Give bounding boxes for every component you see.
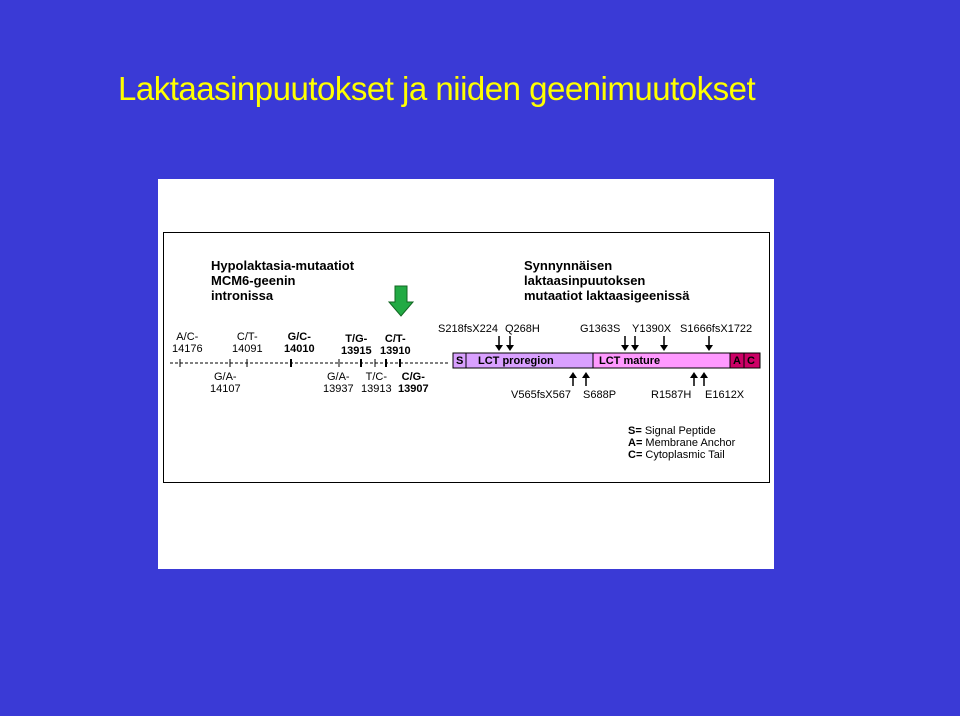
mcm6-mutation-label: T/C- 13913 bbox=[361, 371, 392, 395]
lct-mutation-label: S218fsX224 bbox=[438, 323, 498, 335]
mcm6-mutation-label: T/G- 13915 bbox=[341, 333, 372, 357]
mcm6-intron-line bbox=[170, 359, 450, 367]
mcm6-mutation-label: G/C- 14010 bbox=[284, 331, 315, 355]
legend-item: S= Signal Peptide bbox=[628, 425, 716, 437]
lct-mutation-label: Y1390X bbox=[632, 323, 672, 335]
lct-mutation-label: V565fsX567 bbox=[511, 389, 571, 401]
legend-item: C= Cytoplasmic Tail bbox=[628, 449, 725, 461]
lct-mutation-label: G1363S bbox=[580, 323, 621, 335]
lct-mutation-label: E1612X bbox=[705, 389, 745, 401]
lct-mutation-label: S1666fsX1722 bbox=[680, 323, 753, 335]
legend bbox=[628, 425, 735, 461]
lct-segment-label: S bbox=[456, 355, 464, 367]
mcm6-mutation-label: G/A- 13937 bbox=[323, 371, 354, 395]
lct-segment-label: LCT proregion bbox=[478, 355, 554, 367]
lct-segment-label: A bbox=[733, 355, 741, 367]
right-heading: Synnynnäisen laktaasinpuutoksen mutaatiot laktaasigeenissä bbox=[524, 258, 690, 303]
legend-item: A= Membrane Anchor bbox=[628, 437, 736, 449]
lct-segment-label: LCT mature bbox=[599, 355, 661, 367]
lct-mutation-label: Q268H bbox=[505, 323, 540, 335]
lct-mutation-label: S688P bbox=[583, 389, 617, 401]
mcm6-mutation-label: C/G- 13907 bbox=[398, 371, 429, 395]
mcm6-mutation-label: C/T- 13910 bbox=[380, 333, 411, 357]
down-arrows bbox=[495, 336, 713, 351]
lct-segment-label: C bbox=[747, 355, 755, 367]
mcm6-mutation-label: C/T- 14091 bbox=[232, 331, 263, 355]
mcm6-mutation-label: A/C- 14176 bbox=[172, 331, 203, 355]
up-arrows bbox=[569, 372, 708, 386]
highlight-arrow-icon bbox=[389, 286, 413, 316]
lct-mutation-label: R1587H bbox=[651, 389, 692, 401]
left-heading: Hypolaktasia-mutaatiot MCM6-geenin intronissa bbox=[211, 258, 355, 303]
slide-title: Laktaasinpuutokset ja niiden geenimuutokset bbox=[118, 70, 756, 107]
mcm6-mutation-label: G/A- 14107 bbox=[210, 371, 241, 395]
